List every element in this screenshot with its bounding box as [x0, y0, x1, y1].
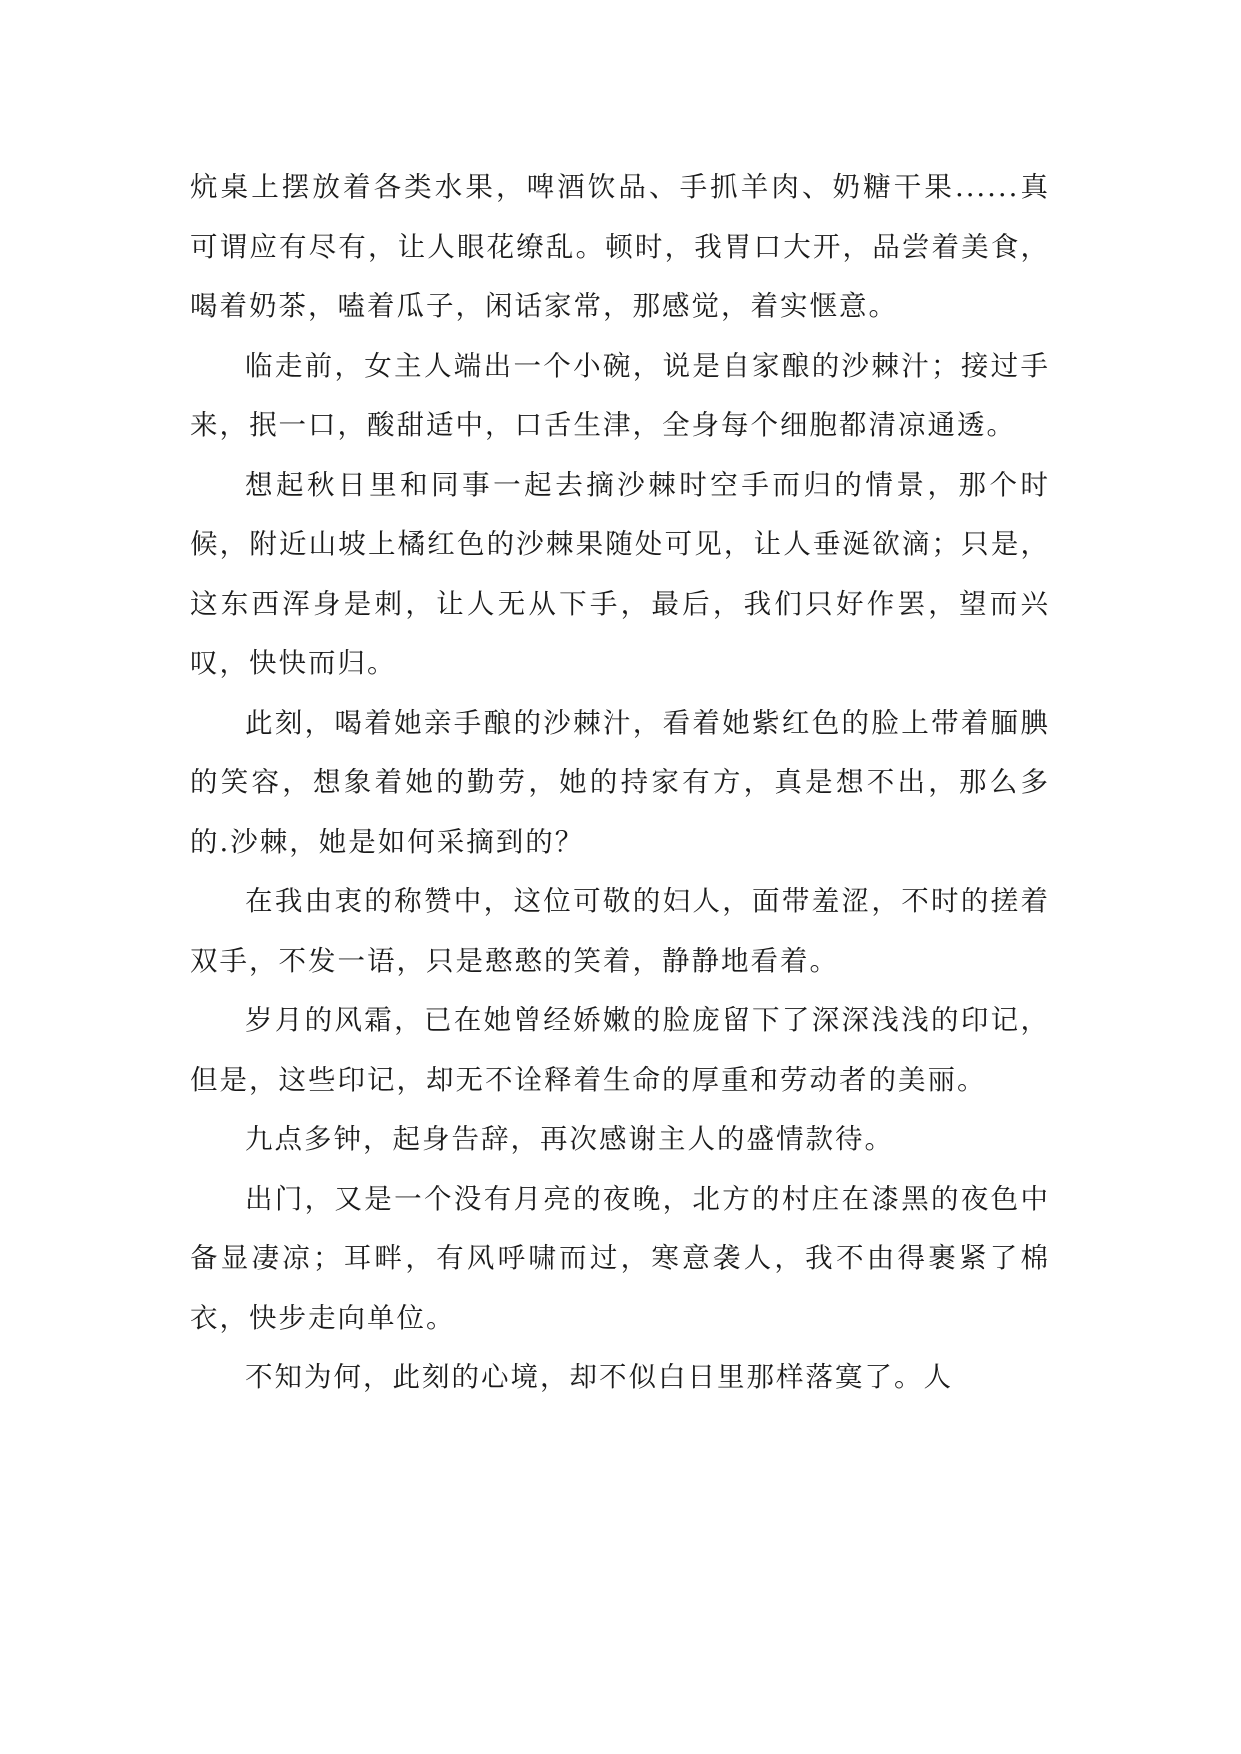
paragraph-2: 临走前，女主人端出一个小碗，说是自家酿的沙棘汁；接过手来，抿一口，酸甜适中，口舌生津，全身每个细胞都清凉通透。	[190, 349, 1050, 441]
paragraph-6: 岁月的风霜，已在她曾经娇嫩的脸庞留下了深深浅浅的印记，但是，这些印记，却无不诠释着生命的厚重和劳动者的美丽。	[190, 1004, 1050, 1096]
paragraph-4: 此刻，喝着她亲手酿的沙棘汁，看着她紫红色的脸上带着腼腆的笑容，想象着她的勤劳，她的持家有方，真是想不出，那么多的.沙棘，她是如何采摘到的？	[190, 706, 1050, 858]
document-body	[190, 158, 1050, 1408]
paragraph-1: 炕桌上摆放着各类水果，啤酒饮品、手抓羊肉、奶糖干果......真可谓应有尽有，让人眼花缭乱。顿时，我胃口大开，品尝着美食，喝着奶茶，嗑着瓜子，闲话家常，那感觉，着实惬意。	[190, 171, 1050, 322]
paragraph-8: 出门，又是一个没有月亮的夜晚，北方的村庄在漆黑的夜色中备显凄凉；耳畔，有风呼啸而过，寒意袭人，我不由得裹紧了棉衣，快步走向单位。	[190, 1182, 1050, 1334]
paragraph-7: 九点多钟，起身告辞，再次感谢主人的盛情款待。	[245, 1123, 894, 1155]
paragraph-9: 不知为何，此刻的心境，却不似白日里那样落寞了。人	[245, 1361, 953, 1393]
paragraph-5: 在我由衷的称赞中，这位可敬的妇人，面带羞涩，不时的搓着双手，不发一语，只是憨憨的笑着，静静地看着。	[190, 885, 1050, 977]
paragraph-3: 想起秋日里和同事一起去摘沙棘时空手而归的情景，那个时候，附近山坡上橘红色的沙棘果随处可见，让人垂涎欲滴；只是，这东西浑身是刺，让人无从下手，最后，我们只好作罢，望而兴叹，快快而归。	[190, 468, 1050, 679]
